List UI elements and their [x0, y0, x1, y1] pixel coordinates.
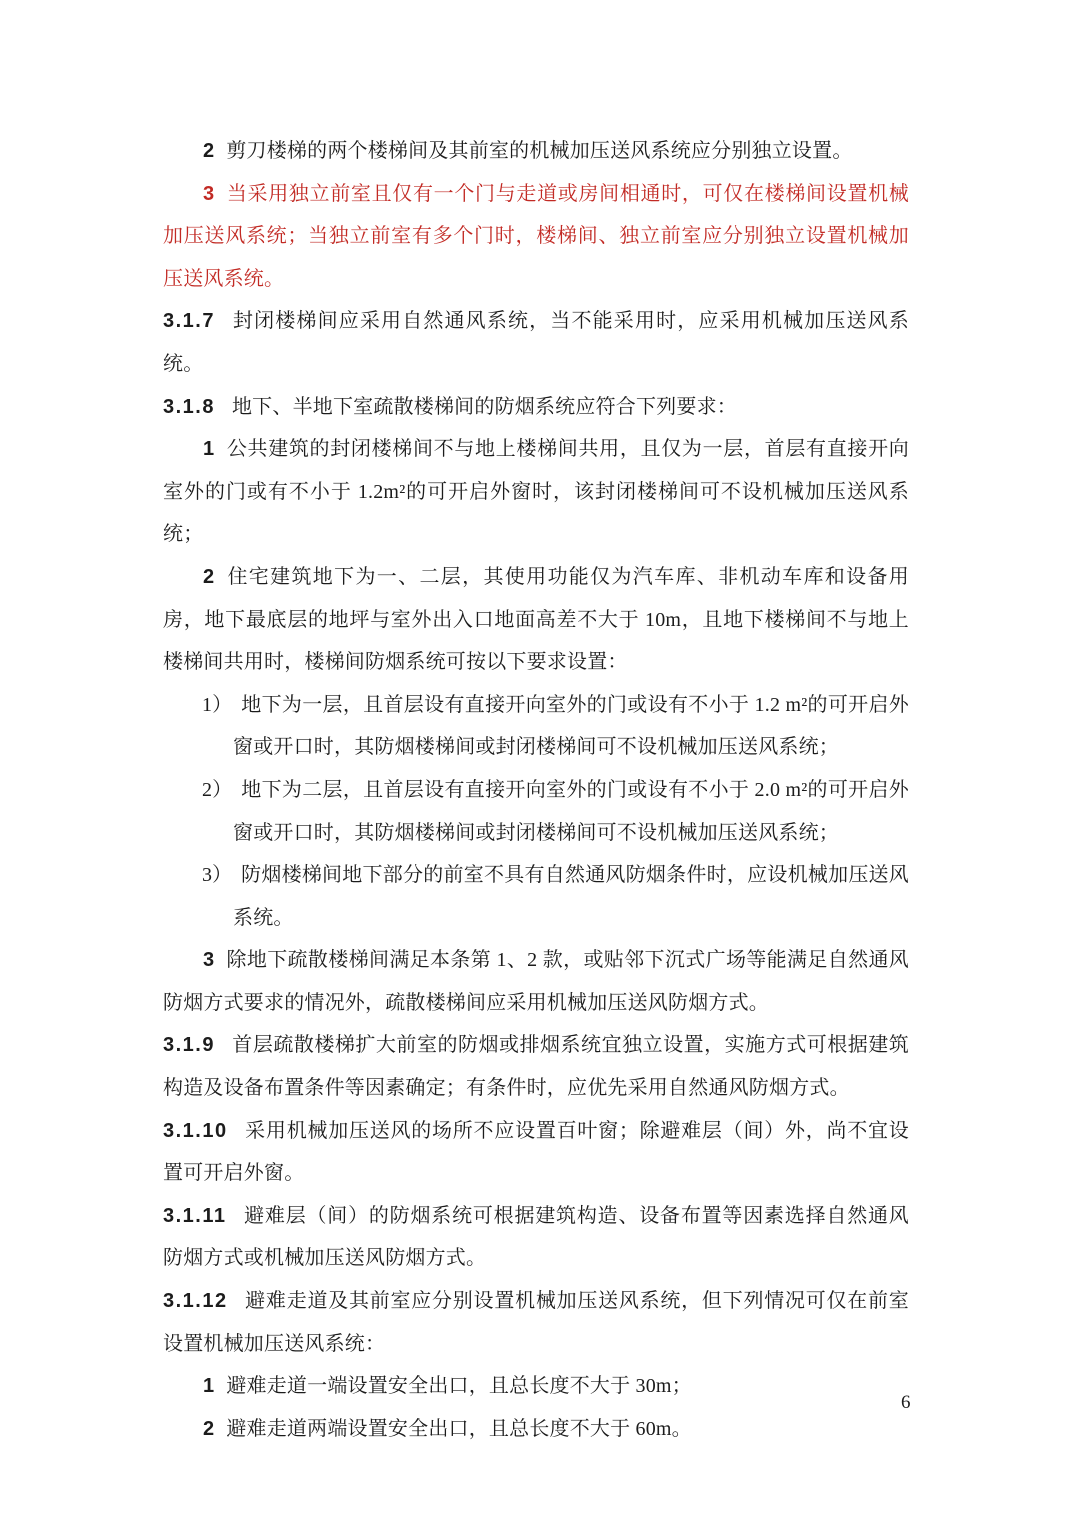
clause-item — [163, 130, 909, 173]
clause-subitem — [163, 684, 909, 769]
clause-text: 避难层（间）的防烟系统可根据建筑构造、设备布置等因素选择自然通风防烟方式或机械加压送风防烟方式。 — [163, 1204, 909, 1270]
item-number: 3 — [203, 182, 215, 205]
item-number: 2 — [203, 565, 215, 588]
clause-item — [163, 1408, 909, 1451]
subitem-number: 3） — [202, 864, 233, 887]
clause-item — [163, 1365, 909, 1408]
clause-text: 首层疏散楼梯扩大前室的防烟或排烟系统宜独立设置，实施方式可根据建筑构造及设备布置条件等因素确定；有条件时，应优先采用自然通风防烟方式。 — [163, 1034, 909, 1100]
subitem-number: 1） — [202, 693, 233, 716]
clause-text: 避难走道一端设置安全出口，且总长度不大于 30m； — [226, 1375, 692, 1398]
clause-text: 地下为一层，且首层设有直接开向室外的门或设有不小于 1.2 m²的可开启外窗或开口时，其防烟楼梯间或封闭楼梯间可不设机械加压送风系统； — [233, 693, 910, 759]
item-number: 1 — [203, 1375, 215, 1398]
clause-text: 地下、半地下室疏散楼梯间的防烟系统应符合下列要求： — [231, 395, 737, 418]
clause-text: 当采用独立前室且仅有一个门与走道或房间相通时，可仅在楼梯间设置机械加压送风系统；当独立前室有多个门时，楼梯间、独立前室应分别独立设置机械加压送风系统。 — [163, 182, 909, 290]
item-number: 2 — [203, 1417, 215, 1440]
clause-subitem — [163, 769, 909, 854]
page-number: 6 — [901, 1392, 911, 1413]
clause-text: 防烟楼梯间地下部分的前室不具有自然通风防烟条件时，应设机械加压送风系统。 — [233, 864, 910, 929]
section-number: 3.1.10 — [163, 1119, 228, 1142]
clause-text: 采用机械加压送风的场所不应设置百叶窗；除避难层（间）外，尚不宜设置可开启外窗。 — [163, 1119, 909, 1185]
item-number: 2 — [203, 140, 215, 162]
section-clause — [163, 1110, 909, 1195]
document-page — [163, 130, 909, 1450]
section-number: 3.1.11 — [163, 1204, 227, 1227]
clause-text: 避难走道及其前室应分别设置机械加压送风系统，但下列情况可仅在前室设置机械加压送风系统： — [163, 1290, 909, 1355]
subitem-number: 2） — [202, 778, 233, 801]
clause-subitem — [163, 854, 909, 939]
item-number: 1 — [203, 438, 215, 461]
clause-text: 避难走道两端设置安全出口，且总长度不大于 60m。 — [226, 1417, 692, 1440]
section-clause — [163, 1024, 909, 1109]
clause-item — [163, 556, 909, 684]
clause-item — [163, 428, 909, 556]
section-clause — [163, 1195, 909, 1280]
section-clause — [163, 386, 909, 429]
clause-text: 地下为二层，且首层设有直接开向室外的门或设有不小于 2.0 m²的可开启外窗或开口时，其防烟楼梯间或封闭楼梯间可不设机械加压送风系统； — [233, 778, 910, 844]
clause-text: 公共建筑的封闭楼梯间不与地上楼梯间共用，且仅为一层，首层有直接开向室外的门或有不小于 1.2m²的可开启外窗时，该封闭楼梯间可不设机械加压送风系统； — [163, 438, 909, 546]
clause-text: 剪刀楼梯的两个楼梯间及其前室的机械加压送风系统应分别独立设置。 — [226, 140, 853, 162]
clause-text: 住宅建筑地下为一、二层，其使用功能仅为汽车库、非机动车库和设备用房，地下最底层的地坪与室外出入口地面高差不大于 10m，且地下楼梯间不与地上楼梯间共用时，楼梯间防烟系统可按以下要求设置： — [163, 565, 909, 674]
section-number: 3.1.7 — [163, 310, 215, 333]
clause-text: 封闭楼梯间应采用自然通风系统，当不能采用时，应采用机械加压送风系统。 — [163, 310, 909, 375]
clause-item-revision — [163, 173, 909, 301]
section-clause — [163, 300, 909, 385]
clause-item — [163, 939, 909, 1024]
item-number: 3 — [203, 949, 215, 972]
section-number: 3.1.9 — [163, 1034, 215, 1057]
section-number: 3.1.8 — [163, 395, 215, 418]
clause-text: 除地下疏散楼梯间满足本条第 1、2 款，或贴邻下沉式广场等能满足自然通风防烟方式要求的情况外，疏散楼梯间应采用机械加压送风防烟方式。 — [163, 949, 909, 1014]
section-clause — [163, 1280, 909, 1365]
section-number: 3.1.12 — [163, 1290, 228, 1313]
